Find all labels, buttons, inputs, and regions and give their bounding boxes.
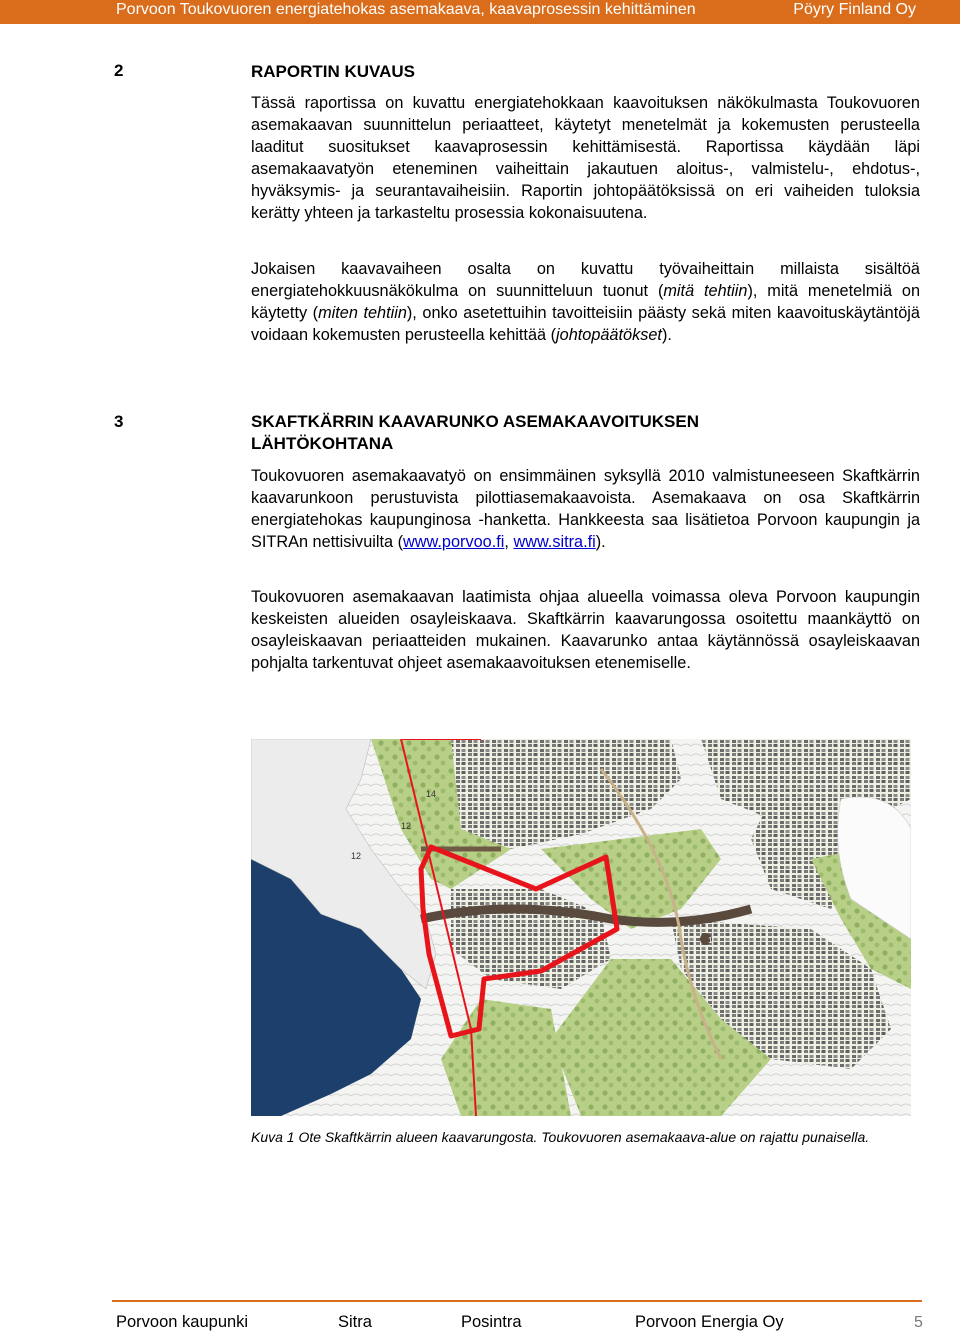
map-drawing xyxy=(251,739,911,1116)
footer-partner: Posintra xyxy=(461,1313,522,1331)
section-2-paragraph-1: Tässä raportissa on kuvattu energiatehokkaan kaavoituksen näkökulmasta Toukovuoren asemakaavan suunnittelun periaatteet, käytetyt menetelmät ja kokemusten perusteella laaditut suositukset kaavaprosessin kehittämisestä. Raportissa käydään läpi asemakaavatyön eteneminen vaiheittain jakautuen aloitus-, valmistelu-, ehdotus-, hyväksymis- ja seurantavaiheisiin. Raportin johtopäätöksissä on eri vaiheiden tuloksia kerätty yhteen ja tarkasteltu prosessia kokonaisuutena. xyxy=(251,94,920,222)
section-3-paragraph-2: Toukovuoren asemakaavan laatimista ohjaa alueella voimassa oleva Porvoon kaupungin keskeisten alueiden osayleiskaava. Skaftkärrin kaavarungossa osoitettu maankäyttö on osayleiskaavan periaatteiden mukainen. Kaavarunko antaa käytännössä osayleiskaavan pohjalta tarkentuvat ohjeet asemakaavoituksen etenemiselle. xyxy=(251,588,920,672)
italic-text: johtopäätökset xyxy=(556,326,662,344)
footer-partner: Sitra xyxy=(338,1313,372,1331)
footer-partner: Porvoon Energia Oy xyxy=(635,1313,784,1331)
master-plan-map xyxy=(251,739,911,1116)
page-number: 5 xyxy=(914,1314,923,1331)
section-2-title: RAPORTIN KUVAUS xyxy=(251,62,416,81)
header-company: Pöyry Finland Oy xyxy=(793,1,916,18)
italic-text: mitä tehtiin xyxy=(663,282,748,300)
section-3-paragraph-1 xyxy=(251,465,920,553)
map-label: 1 xyxy=(708,936,713,945)
text-run: ). xyxy=(595,533,606,551)
text-run: ). xyxy=(661,326,672,344)
text-run: Jokaisen kaavavaiheen osalta on kuvattu työvaiheittain millaista sisältöä energiatehokkuusnäkökulma on suunnitteluun tuonut ( xyxy=(251,260,920,300)
header-document-title: Porvoon Toukovuoren energiatehokas asemakaava, kaavaprosessin kehittäminen xyxy=(116,1,696,18)
sitra-link[interactable]: www.sitra.fi xyxy=(513,533,596,551)
page-header xyxy=(0,0,960,24)
section-3-title xyxy=(251,411,699,455)
section-3-title-line-2: LÄHTÖKOHTANA xyxy=(251,434,394,453)
footer-partner: Porvoon kaupunki xyxy=(116,1313,249,1331)
italic-text: miten tehtiin xyxy=(318,304,407,322)
porvoo-link[interactable]: www.porvoo.fi xyxy=(403,533,505,551)
map-label: 14 xyxy=(426,789,437,799)
section-3-title-line-1: SKAFTKÄRRIN KAAVARUNKO ASEMAKAAVOITUKSEN xyxy=(251,412,699,431)
section-3-number: 3 xyxy=(114,412,124,431)
text-run: ), onko asetettuihin tavoitteisiin päästy sekä miten kaavoituskäytäntöjä voidaan kokemusten perusteella kehittää ( xyxy=(251,304,920,344)
figure-caption: Kuva 1 Ote Skaftkärrin alueen kaavarungosta. Toukovuoren asemakaava-alue on rajattu punaisella. xyxy=(251,1129,870,1145)
text-run: ), mitä menetelmiä on käytetty ( xyxy=(251,282,921,322)
section-2-number: 2 xyxy=(114,61,124,80)
map-label: 12 xyxy=(401,821,412,831)
section-2-paragraph-2 xyxy=(251,258,920,346)
text-run: Toukovuoren asemakaavatyö on ensimmäinen syksyllä 2010 valmistuneeseen Skaftkärrin kaavarunkoon perustuvista pilottiasemakaavoista. Asemakaava on osa Skaftkärrin energiatehokas kaupunginosa -hanketta. Hankkeesta saa lisätietoa Porvoon kaupungin ja SITRAn nettisivuilta ( xyxy=(251,467,920,551)
map-label: 12 xyxy=(351,851,362,861)
footer-rule xyxy=(112,1300,922,1302)
text-run: , xyxy=(504,533,514,551)
